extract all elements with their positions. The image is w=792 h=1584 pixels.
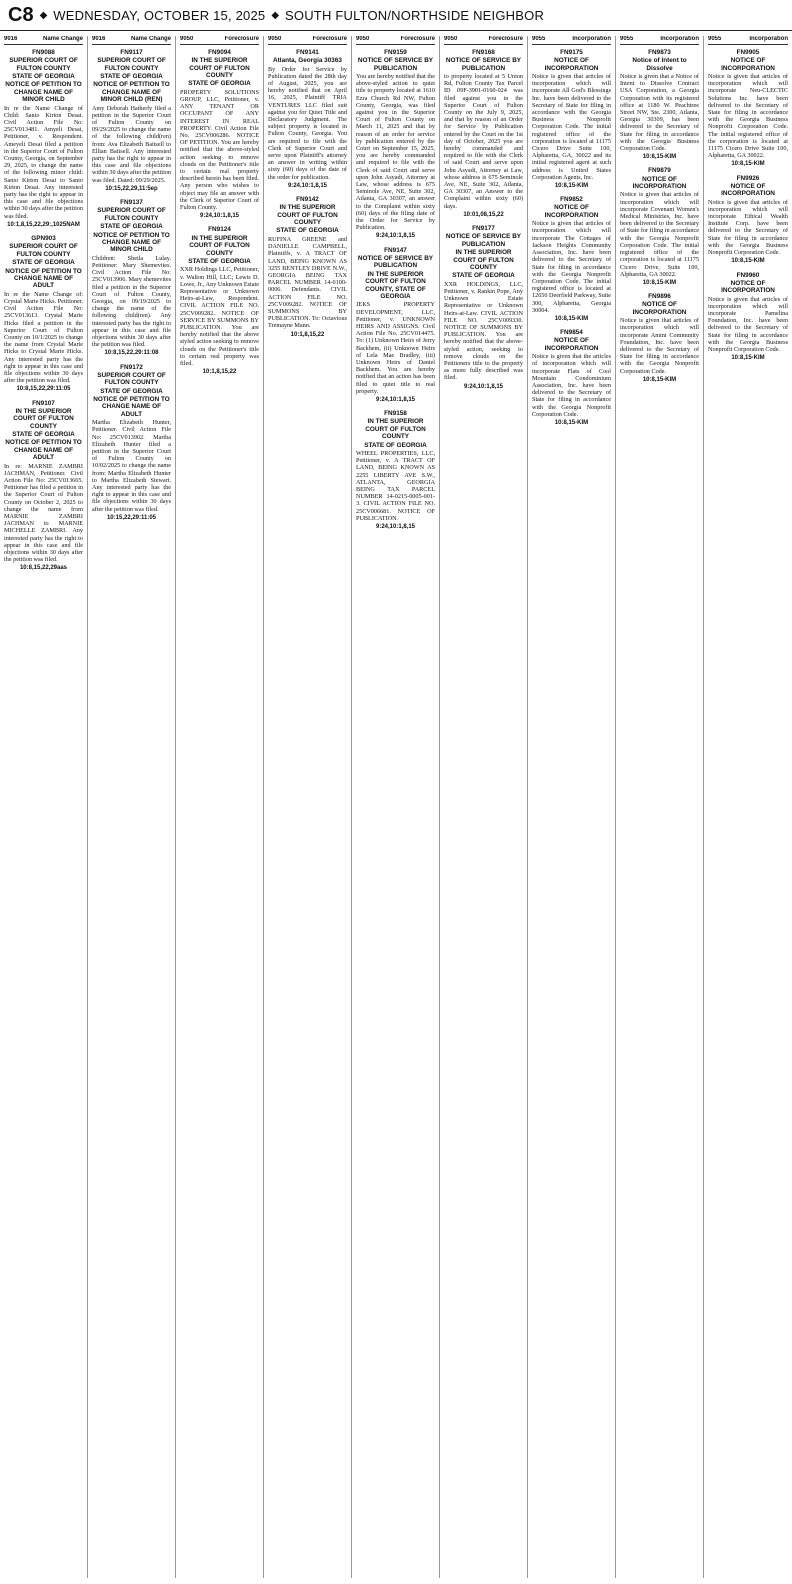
notice-run-dates: 10:8,15,22,29aas <box>19 565 68 572</box>
column-category-header <box>268 36 347 45</box>
notice-id: FN9117 <box>120 49 143 56</box>
notice-id: FN9168 <box>472 49 495 56</box>
notice-heading: Atlanta, Georgia 30363 <box>273 57 342 65</box>
notice-heading: NOTICE OF INCORPORATION <box>544 337 599 352</box>
notice-body: Notice is given that a Notice of Intent to Dissolve Contract USA Corporation, a Georgia Corporation with its registered office at 1180 W. Peachtree Street NW, Ste. 2300, Atlanta, Georgia 30309, has been delivered to the Secretary of State for filing in accordance with the Georgia Business Corporation Code. <box>620 73 699 153</box>
column-category-header <box>92 36 171 45</box>
legal-notice <box>92 49 171 193</box>
notice-body: Notice is given that the articles of incorporation which will incorporate Flats of Cool Mountain Condominium Association, Inc. have been delivered to the Secretary of State for filing in accordance with the Georgia Nonprofit Corporation Code. <box>532 353 611 418</box>
notice-body: XXR Holdings LLC, Petitioner, v. Walton Hill, LLC; Lewis D. Lowe, Jr., Any Unknown Estate Representative or Unknown Heirs-at-Law, Respondent. CIVIL ACTION FILE NO. 25CV009282. NOTICE OF SERVICE BY SUMMONS BY PUBLICATION. You are hereby notified that the above styled action seeking to remove clouds on the Petitioner's title to certain real property was filed. <box>180 266 259 367</box>
notice-heading: SUPERIOR COURT OF FULTON COUNTY <box>97 207 166 222</box>
notice-heading: SUPERIOR COURT OF FULTON COUNTY <box>9 243 78 258</box>
legal-column <box>440 36 528 1578</box>
notice-run-dates: 10:8,15-KIM <box>642 279 677 286</box>
notice-heading: STATE OF GEORGIA <box>100 223 163 231</box>
legal-notice <box>4 235 83 393</box>
category-code: 9055 <box>708 36 722 42</box>
notice-run-dates: 9:24,10:1,8,15 <box>463 383 504 390</box>
notice-body: In re the Name Change of Child: Sanio Kirton Desai. Civil Action File No: 25CV013481. Amyeli Desai, Petitioner, v. Respondent. Ameyeli Desai filed a petition in the Superior Court of Fulton County, Georgia, on September 29, 2025, to change the name of the following minor child: Sanio Kirton Desai to Sanio Kirton Desai. Any interested party has the right to appear in this case and file objections within 30 days after the petition was filed. <box>4 104 83 220</box>
legal-column <box>176 36 264 1578</box>
notice-heading: NOTICE OF INCORPORATION <box>544 57 599 72</box>
notice-body: Notice is given that articles of incorporation which will incorporate Pamelina Foundation, Inc. have been delivered to the Secretary of State for filing in accordance with the Georgia Business Nonprofit Corporation Code. <box>708 295 788 353</box>
notice-heading: STATE OF GEORGIA <box>12 73 75 81</box>
column-category-header <box>444 36 523 45</box>
legal-notice <box>620 293 699 384</box>
notice-body: In re: MARNIE ZAMBRI JACHMAN, Petitioner. Civil Action File No: 25CV013665. Petitioner has filed a petition in the Superior Court of Fulton County on October 2, 2025 to change the name from MARNIE ZAMBRI JACHMAN to MARNIE MICHELLE ZAMBRI. Any interested party has the right to appear in this case and file objections within 30 days after the petition was filed. <box>4 462 83 564</box>
category-code: 9055 <box>620 36 634 42</box>
notice-heading: STATE OF GEORGIA <box>452 272 515 280</box>
notice-body: You are hereby notified that the above-styled action to quiet title to property located at 1610 Ezra Church Rd NW, Fulton County, Georgia, was filed against you in the Superior Court of Fulton County on March 11, 2025 and that by reason of an order for service by publication entered by the Court on September 15, 2025, you are hereby commanded and required to file with the Clerk of said Court and serve upon John Asyadi, Attorney at Law, whose address is 675 Seminole Ave, NE, Suite 302, Atlanta, GA 30307, an answer to the Complaint within sixty (60) days of the filing date of the Order for Service by Publication. <box>356 73 435 232</box>
notice-heading: STATE OF GEORGIA <box>364 441 427 449</box>
category-code: 9050 <box>444 36 458 42</box>
notice-id: FN9854 <box>560 329 583 337</box>
legal-notice <box>708 175 788 266</box>
notice-id: FN9879 <box>648 167 671 175</box>
legal-notice <box>620 49 699 161</box>
column-category-header <box>532 36 611 45</box>
notice-heading: IN THE SUPERIOR COURT OF FULTON COUNTY <box>189 57 250 80</box>
notice-heading: NOTICE OF SERVICE BY PUBLICATION <box>357 254 434 270</box>
notice-body: Children: Sheila Lulay. Petitioner: Mary Shemevites. Civil Action File No: 25CV013906. Mary shemevites filed a petition in the Superior Court of Fulton County, Georgia, on 09/19/2025 to change the name of the following child(ren). Any interested party has the right to appear in this case and file objections within 30 days after the petition was filed. <box>92 254 171 349</box>
notice-heading: IN THE SUPERIOR COURT OF FULTON COUNTY <box>189 234 250 257</box>
notice-id: FN9172 <box>120 363 143 371</box>
notice-heading: NOTICE OF INCORPORATION <box>632 301 687 316</box>
notice-heading: NOTICE OF SERVICE BY PUBLICATION <box>445 57 522 72</box>
category-label: Foreclosure <box>224 36 259 42</box>
notice-heading: NOTICE OF INCORPORATION <box>544 204 599 219</box>
legal-notice <box>4 400 83 573</box>
notice-run-dates: 9:24,10:1,8,15 <box>375 524 416 531</box>
column-category-header <box>180 36 259 45</box>
running-head-section: SOUTH FULTON/NORTHSIDE NEIGHBOR <box>285 7 545 23</box>
category-code: 9050 <box>356 36 370 42</box>
notice-run-dates: 10:8,15-KIM <box>731 355 765 362</box>
category-label: Incorporation <box>572 36 611 42</box>
legal-notice <box>444 225 523 391</box>
category-code: 9050 <box>268 36 282 42</box>
notice-id: FN9177 <box>472 225 495 233</box>
notice-run-dates: 10:8,15-KIM <box>731 258 765 265</box>
notice-heading: STATE OF GEORGIA <box>100 387 163 395</box>
diamond-separator-icon: ◆ <box>39 9 48 21</box>
category-code: 9050 <box>180 36 194 42</box>
notice-body: JEKS PROPERTY DEVELOPMENT, LLC, Petitioner, v. UNKNOWN HEIRS AND ASSIGNS. Civil Action File No. 25CV014475. To: (1) Unknown Heirs of Jerry Backhem, (ii) Unknown Heirs of Lela Mae Bradley, (iii) Unknown Heirs of Daniel Backhem. You are hereby notified that an action has been filed to quiet title to real property. <box>356 301 435 395</box>
notice-heading: STATE OF GEORGIA <box>12 259 75 267</box>
legal-column <box>88 36 176 1578</box>
notice-run-dates: 10:8,15-KIM <box>554 419 589 426</box>
notice-heading: NOTICE OF PETITION TO CHANGE NAME OF ADULT <box>5 267 82 290</box>
notice-id: FN9142 <box>296 196 319 204</box>
notice-id: FN9873 <box>648 49 671 56</box>
running-head-date: WEDNESDAY, OCTOBER 15, 2025 <box>53 7 266 23</box>
legal-notice <box>268 196 347 339</box>
notice-body: Notice is given that articles of incorporation which will incorporate All God's Blessings Inc. have been delivered to the Secretary of State for filing in accordance with the Georgia Business Nonprofit Corporation Code. The initial registered office of the corporation is located at 11175 Cicero Drive Suite 100, Alpharetta, GA, 30022 and its initial registered agent at such address is United States Corporation Agents, Inc. <box>532 73 611 181</box>
notice-heading: NOTICE OF PETITION TO CHANGE NAME OF MINOR CHILD (REN) <box>93 81 170 104</box>
notice-id: FN9094 <box>208 49 231 56</box>
legal-notice <box>4 49 83 229</box>
legal-column <box>352 36 440 1578</box>
notice-body: By Order for Service by Publication dated the 28th day of August, 2025, you are hereby notified that on April 16, 2025, Plaintiff TRIA VENTURES LLC filed suit against you for Quiet Title and Declaratory Judgment. The subject property is located in Fulton County, Georgia. You are required to file with the Clerk of Superior Court and serve upon Plaintiff's attorney an answer in writing within sixty (60) days of the date of the order for publication. <box>268 65 347 181</box>
legal-notice <box>532 329 611 427</box>
notice-heading: IN THE SUPERIOR COURT OF FULTON COUNTY <box>277 204 338 227</box>
legal-column <box>528 36 616 1578</box>
notice-body: In re the Name Change of: Crystal Marie Hicks. Petitioner. Civil Action File No: 25CV013613. Crystal Marie Hicks filed a petition in the Superior Court of Fulton County on 10/1/2025 to change the name from Crystal Marie Hicks to Crystal Marie Hicks. Any interested party has the right to appear in this case and file objections within 30 days after the petition was filed. <box>4 290 83 385</box>
notice-heading: NOTICE OF INCORPORATION <box>721 182 775 198</box>
diamond-separator-icon: ◆ <box>271 9 280 21</box>
notice-id: GPN903 <box>31 235 56 243</box>
notice-body: XXR HOLDINGS, LLC, Petitioner, v. Rankin Pope, Any Unknown Estate Representative or Unknown Heirs-at-Law. CIVIL ACTION FILE NO. 25CV009330. NOTICE OF SUMMONS BY PUBLICATION. You are hereby notified that the above-styled action, seeking to remove clouds on the Petitioners title to the property as more fully described was filed. <box>444 280 523 382</box>
notice-body: Notice is given that articles of incorporation which will incorporate Covenant Women's Medical Ministries, Inc. have been delivered to the Secretary of State for filing in accordance with the Georgia Nonprofit Corporation Code. The initial registered office of the corporation is located at 11175 Cicero Drive, Suite 100, Alpharetta, GA 30022. <box>620 191 699 278</box>
notice-id: FN9141 <box>296 49 319 56</box>
notice-run-dates: 10:15,22,29:11:05 <box>106 514 157 521</box>
notice-heading: IN THE SUPERIOR COURT OF FULTON COUNTY <box>453 249 514 271</box>
notice-id: FN9159 <box>384 49 407 56</box>
notice-heading: Notice of Intent to Dissolve <box>632 57 687 72</box>
legal-notice <box>180 226 259 376</box>
legal-notice-columns <box>0 36 792 1578</box>
legal-notice <box>532 196 611 323</box>
legal-notice <box>356 410 435 531</box>
category-label: Name Change <box>42 36 83 42</box>
notice-body: Notice is given that articles of incorporation which will incorporate The Cottages of Jackson Heights Community Association, Inc. have been delivered to the Secretary of State for filing in accordance with the Georgia Nonprofit Corporation Code. The initial registered office is located at 12650 Deerfield Parkway, Suite 300, Alpharetta, Georgia 30004. <box>532 220 611 314</box>
category-label: Foreclosure <box>312 36 347 42</box>
notice-id: FN9107 <box>32 399 55 407</box>
notice-heading: IN THE SUPERIOR COURT OF FULTON COUNTY <box>13 407 74 430</box>
notice-id: FN9905 <box>736 49 760 56</box>
legal-notice <box>92 199 171 357</box>
notice-body: Notice is given that articles of incorporation which will incorporate Neu-CLECTIC Solutions Inc. have been delivered to the Secretary of State for filing in accordance with the Georgia Business Nonprofit Corporation Code. The initial registered office of the corporation is located at 11175 Cicero Drive Suite 100, Alpharetta, GA 30022. <box>708 73 788 160</box>
notice-body: WHEEL PROPERTIES, LLC, Petitioner, v. A TRACT OF LAND, BEING KNOWN AS 2255 LIBERTY AVE S.W., ATLANTA, GEORGIA BEING TAX PARCEL NUMBER 14-0215-0005-001-3. CIVIL ACTION FILE NO. 25CV006681. NOTICE OF PUBLICATION. <box>356 450 435 522</box>
notice-id: FN9124 <box>208 226 231 234</box>
notice-heading: STATE OF GEORGIA <box>188 257 251 265</box>
notice-id: FN9852 <box>560 196 583 204</box>
notice-heading: NOTICE OF INCORPORATION <box>632 175 687 191</box>
notice-heading: NOTICE OF PETITION TO CHANGE NAME OF MINOR CHILD <box>93 231 170 254</box>
notice-heading: STATE OF GEORGIA <box>12 431 75 438</box>
notice-run-dates: 10:8,15-KIM <box>642 154 677 161</box>
notice-run-dates: 10:8,15-KIM <box>731 161 765 168</box>
notice-run-dates: 10:8,15-KIM <box>642 376 677 383</box>
notice-heading: STATE OF GEORGIA <box>188 80 251 88</box>
notice-id: FN9088 <box>32 49 55 56</box>
category-code: 9016 <box>92 36 106 42</box>
notice-run-dates: 10:01,08,15,22 <box>463 211 504 218</box>
notice-heading: IN THE SUPERIOR COURT OF FULTON COUNTY, STATE OF GEORGIA <box>365 270 426 300</box>
notice-id: FN9960 <box>736 271 760 279</box>
notice-body: to property located at 5 Union Rd, Fulton County Tax Parcel ID 09F-3901-0160-024 was filed against you in the Superior Court of Fulton County on the July 9, 2025, and that by reason of an Order for Service by Publication entered by the Court on the 1st day of October, 2025 you are hereby commanded and required to file with the Clerk of said Court and serve upon John Asyadi, Attorney at Law, whose address is 675 Seminole Ave, NE, Suite 302, Atlanta, GA 30307, an Answer to the Complaint within sixty (60) days. <box>444 73 523 210</box>
category-label: Foreclosure <box>488 36 523 42</box>
legal-notice <box>620 167 699 287</box>
column-category-header <box>620 36 699 45</box>
notice-heading: STATE OF GEORGIA <box>100 73 163 81</box>
column-category-header <box>356 36 435 45</box>
notice-heading: STATE OF GEORGIA <box>276 227 339 235</box>
legal-column <box>264 36 352 1578</box>
notice-run-dates: 9:24,10:1,8,15 <box>375 396 416 403</box>
notice-id: FN9896 <box>648 293 671 301</box>
category-code: 9055 <box>532 36 546 42</box>
legal-notice <box>444 49 523 219</box>
legal-notice <box>268 49 347 190</box>
legal-notice <box>532 49 611 190</box>
legal-notice <box>356 247 435 404</box>
notice-body: RUFINA GREENE and DANIELLE CAMPBELL, Plaintiffs, v. A TRACT OF LAND, BEING KNOWN AS 3255 BENTLEY DRIVE N.W., GEORGIA BEING TAX PARCEL NUMBER 14-0100-0006. Defendants. CIVIL ACTION FILE NO. 25CV009282. NOTICE OF SUMMONS BY PUBLICATION. To: Octavious Tremayne Mann. <box>268 235 347 330</box>
notice-body: Martha Elizabeth Hunter, Petitioner. Civil Action File No: 25CV013902. Martha Elizabeth Hunter filed a petition in the Superior Court of Fulton County on 10/02/2025 to change the name from: Martha Elizabeth Hunter to Martha Elizabeth Stewart. Any interested party has the right to appear in this case and file objections within 30 days after the petition was filed. <box>92 419 171 513</box>
notice-run-dates: 9:24,10:1,8,15 <box>287 182 328 189</box>
category-label: Name Change <box>130 36 171 42</box>
notice-id: FN9158 <box>384 410 407 418</box>
notice-id: FN9147 <box>384 246 407 254</box>
notice-run-dates: 9:24,10:1,8,15 <box>375 233 416 240</box>
legal-notice <box>180 49 259 220</box>
page-header <box>0 0 792 31</box>
legal-notice <box>356 49 435 241</box>
category-label: Incorporation <box>749 36 788 42</box>
notice-run-dates: 10:8,15-KIM <box>554 315 589 322</box>
legal-column <box>0 36 88 1578</box>
notice-heading: SUPERIOR COURT OF FULTON COUNTY <box>97 57 166 72</box>
notice-run-dates: 10:15,22,29,11:5ep <box>105 185 158 192</box>
column-category-header <box>4 36 83 45</box>
legal-column <box>704 36 792 1578</box>
legal-column <box>616 36 704 1578</box>
notice-run-dates: 10:1,8,15,22,29:,1025NAM <box>7 221 80 228</box>
notice-heading: SUPERIOR COURT OF FULTON COUNTY <box>97 371 166 387</box>
legal-notice <box>92 364 171 522</box>
notice-heading: NOTICE OF INCORPORATION <box>721 57 775 72</box>
notice-heading: NOTICE OF SERVICE BY PUBLICATION <box>357 57 434 72</box>
notice-heading: IN THE SUPERIOR COURT OF FULTON COUNTY <box>365 418 426 441</box>
notice-id: FN9137 <box>120 199 143 207</box>
legal-notice <box>708 49 788 169</box>
category-label: Foreclosure <box>400 36 435 42</box>
notice-run-dates: 9:24,10:1,8,15 <box>199 213 240 220</box>
notice-run-dates: 10:8,15-KIM <box>554 183 589 190</box>
notice-heading: NOTICE OF PETITION TO CHANGE NAME OF ADULT <box>93 395 170 418</box>
notice-run-dates: 10:1,8,15,22 <box>202 369 237 376</box>
column-category-header <box>708 36 788 45</box>
notice-run-dates: 10:8,15,22,29:11:08 <box>104 350 159 357</box>
notice-id: FN9926 <box>736 174 760 182</box>
notice-run-dates: 10:8,15,22,29:11:05 <box>16 386 71 393</box>
notice-heading: NOTICE OF SERVICE BY PUBLICATION <box>445 233 522 248</box>
notice-body: PROPERTY SOLUTIONS GROUP, LLC, Petitioner, v. ANY TENANT OR OCCUPANT OF ANY INTEREST IN REAL PROPERTY. Civil Action File No. 25CV006286. NOTICE OF PETITION. You are hereby notified that the above-styled action seeking to remove clouds on the Petitioner's title to certain real property described herein has been filed. Any person who wishes to object may file an answer with the Clerk of Superior Court of Fulton County. <box>180 88 259 212</box>
notice-body: Notice is given that articles of incorporation which will incorporate Amini Community Foundation, Inc. have been delivered to the Secretary of State for filing in accordance with the Georgia Nonprofit Corporation Code. <box>620 317 699 375</box>
notice-heading: NOTICE OF PETITION TO CHANGE NAME OF ADULT <box>5 439 82 462</box>
notice-id: FN9175 <box>560 49 583 56</box>
notice-heading: NOTICE OF INCORPORATION <box>721 279 775 295</box>
notice-run-dates: 10:1,8,15,22 <box>290 331 325 338</box>
notice-heading: NOTICE OF PETITION TO CHANGE NAME OF MINOR CHILD <box>5 81 82 104</box>
notice-heading: SUPERIOR COURT OF FULTON COUNTY <box>9 57 78 72</box>
legal-notice <box>708 272 788 363</box>
notice-body: Notice is given that articles of incorporation which will incorporate Ethical Wealth Institute Corp. have been delivered to the Secretary of State for filing in accordance with the Georgia Business Nonprofit Corporation Code. <box>708 198 788 257</box>
notice-body: Amy Deborah Hatherly filed a petition in the Superior Court of Fulton County on 09/29/2025 to change the name of the following child(ren) from: Ava Elizabeth Baitsell to Ellian Baitsell. Any interested party has the right to appear in this case and file objections within 30 days after the petition was filed. Dated: 09/29/2025. <box>92 104 171 184</box>
category-code: 9016 <box>4 36 18 42</box>
category-label: Incorporation <box>660 36 699 42</box>
page-number: C8 <box>8 3 34 26</box>
